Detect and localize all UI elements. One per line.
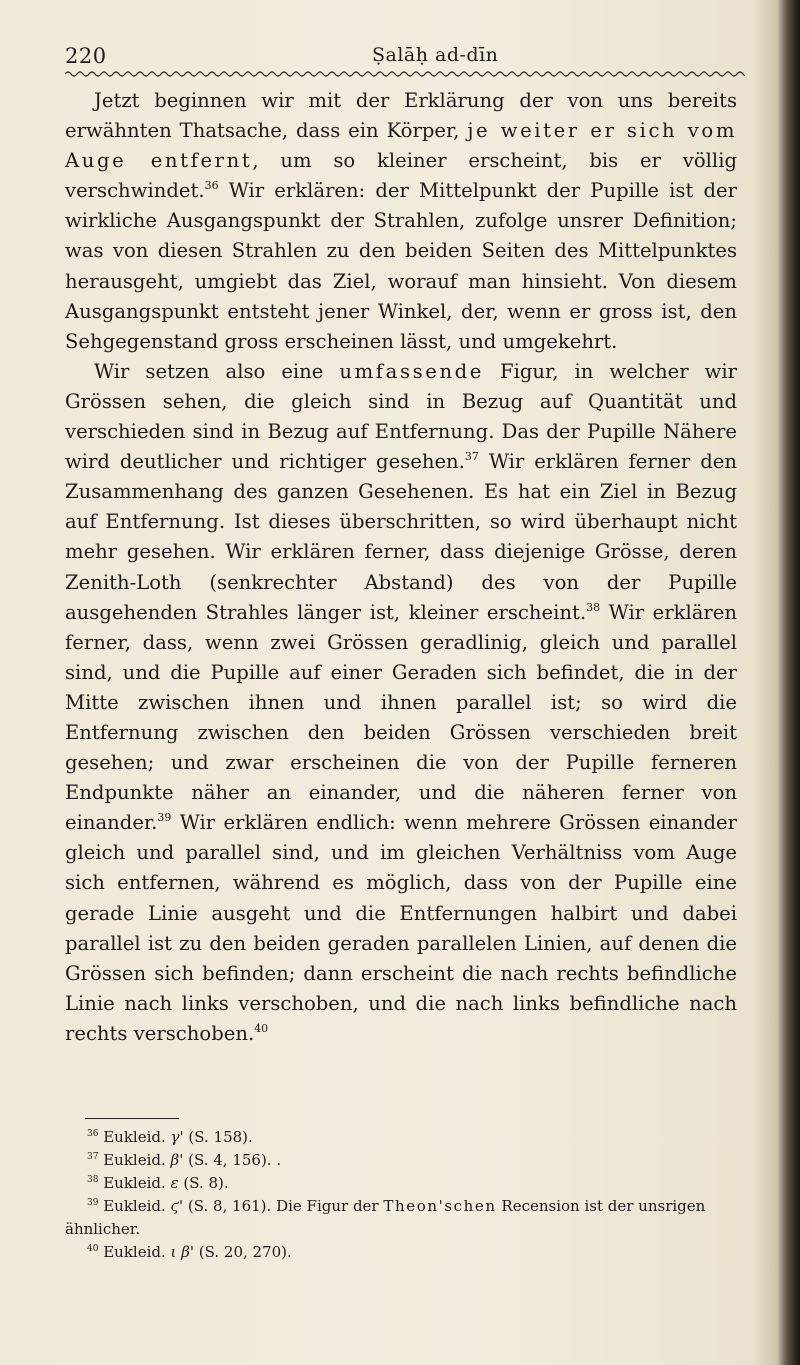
text-run: (S. 8, 161). Die Figur der — [183, 1197, 384, 1215]
emphasized-text: umfassende — [339, 359, 485, 383]
greek-numeral: ϛ' — [170, 1197, 184, 1215]
footnote-number: 40 — [87, 1244, 99, 1254]
footnote — [65, 1149, 737, 1172]
footnote-ref: 39 — [157, 811, 172, 825]
footnote-number: 38 — [87, 1175, 99, 1185]
footnote — [65, 1172, 737, 1195]
footnote — [65, 1126, 737, 1149]
text-run: Figur, in welcher wir Grössen sehen, die gleich sind in Bezug auf Quantität und verschieden sind in Bezug auf Entfernung. Das der Pupille Nähere wird deutlicher und richtiger gesehen. — [65, 359, 737, 474]
text-run: , um so kleiner erscheint, bis er völlig verschwindet. — [65, 149, 738, 203]
text-run: (S. 8). — [178, 1174, 229, 1192]
footnote-number: 39 — [87, 1198, 99, 1208]
footnote-rule — [85, 1118, 179, 1119]
book-spine-shadow — [778, 0, 800, 1365]
text-run: Wir erklären endlich: wenn mehrere Grössen einander gleich und parallel sind, und im gleichen Verhältniss vom Auge sich entfernen, während es möglich, dass von der Pupille eine gerade Linie ausgeht und die Entfernungen halbirt und dabei parallel ist zu den beiden geraden parallelen Linien, auf denen die Grössen sich befinden; dann erscheint die nach rechts befindliche Linie nach links verschoben, und die nach links befindliche nach rechts verschoben. — [65, 811, 737, 1045]
text-run: Wir erklären: der Mittelpunkt der Pupille ist der wirkliche Ausgangspunkt der Strahlen, zufolge unsrer Definition; was von diesen Strahlen zu den beiden Seiten des Mittelpunktes herausgeht, umgiebt das Ziel, worauf man hinsieht. Von diesem Ausgangspunkt entsteht jener Winkel, der, wenn er gross ist, den Sehgegenstand gross erscheinen lässt, und umgekehrt. — [65, 179, 737, 353]
text-run: Wir erklären ferner, dass, wenn zwei Grössen geradlinig, gleich und parallel sind, und die Pupille auf einer Geraden sich befindet, die in der Mitte zwischen ihnen und ihnen parallel ist; so wird die Entfernung zwischen den beiden Grössen verschieden breit gesehen; und zwar erscheinen die von der Pupille ferneren Endpunkte näher an einander, und die näheren ferner von einander. — [65, 600, 738, 835]
greek-numeral: ι β' — [170, 1243, 194, 1261]
emphasized-text: je weiter er sich vom Auge entfernt — [65, 119, 737, 173]
text-run: (S. 158). — [183, 1128, 253, 1146]
text-run: Wir setzen also eine — [94, 359, 340, 383]
text-run: Jetzt beginnen wir mit der Erklärung der von uns bereits erwähnten Thatsache, dass ein Körper, — [65, 89, 737, 143]
footnote — [65, 1195, 737, 1241]
text-run: Eukleid. — [103, 1197, 171, 1215]
footnote — [65, 1241, 737, 1264]
greek-numeral: β' — [170, 1151, 184, 1169]
footnote-number: 37 — [87, 1152, 99, 1162]
text-run: Wir erklären ferner den Zusammenhang des ganzen Gesehenen. Es hat ein Ziel in Bezug auf Entfernung. Ist dieses überschritten, so wird überhaupt nicht mehr gesehen. Wir erklären ferner, dass diejenige Grösse, deren Zenith-Loth (senkrechter Abstand) des von der Pupille ausgehenden Strahles länger ist, kleiner erscheint. — [65, 450, 737, 624]
footnote-ref: 40 — [254, 1021, 269, 1035]
emphasized-text: Theon'schen — [383, 1197, 497, 1215]
greek-numeral: γ' — [170, 1128, 184, 1146]
footnote-ref: 38 — [586, 600, 601, 614]
footnote-ref: 36 — [204, 179, 219, 193]
footnote-ref: 37 — [464, 450, 479, 464]
text-run: Eukleid. — [103, 1151, 171, 1169]
greek-numeral: ε — [170, 1174, 179, 1192]
text-run: Recension ist der unsrigen ähnlicher. — [65, 1197, 706, 1238]
paragraph — [65, 357, 737, 1049]
text-run: (S. 20, 270). — [194, 1243, 292, 1261]
text-run: Eukleid. — [103, 1174, 171, 1192]
text-run: Eukleid. — [103, 1128, 171, 1146]
text-run: Eukleid. — [103, 1243, 171, 1261]
ornamental-wave-rule — [65, 70, 745, 78]
footnotes — [65, 1126, 737, 1264]
text-run: (S. 4, 156). . — [183, 1151, 282, 1169]
main-text — [65, 86, 737, 1049]
footnote-number: 36 — [87, 1129, 99, 1139]
page-header — [65, 44, 745, 78]
page-number: 220 — [65, 44, 107, 68]
paragraph — [65, 86, 737, 357]
running-head: Ṣalāḥ ad-dīn — [372, 44, 499, 66]
